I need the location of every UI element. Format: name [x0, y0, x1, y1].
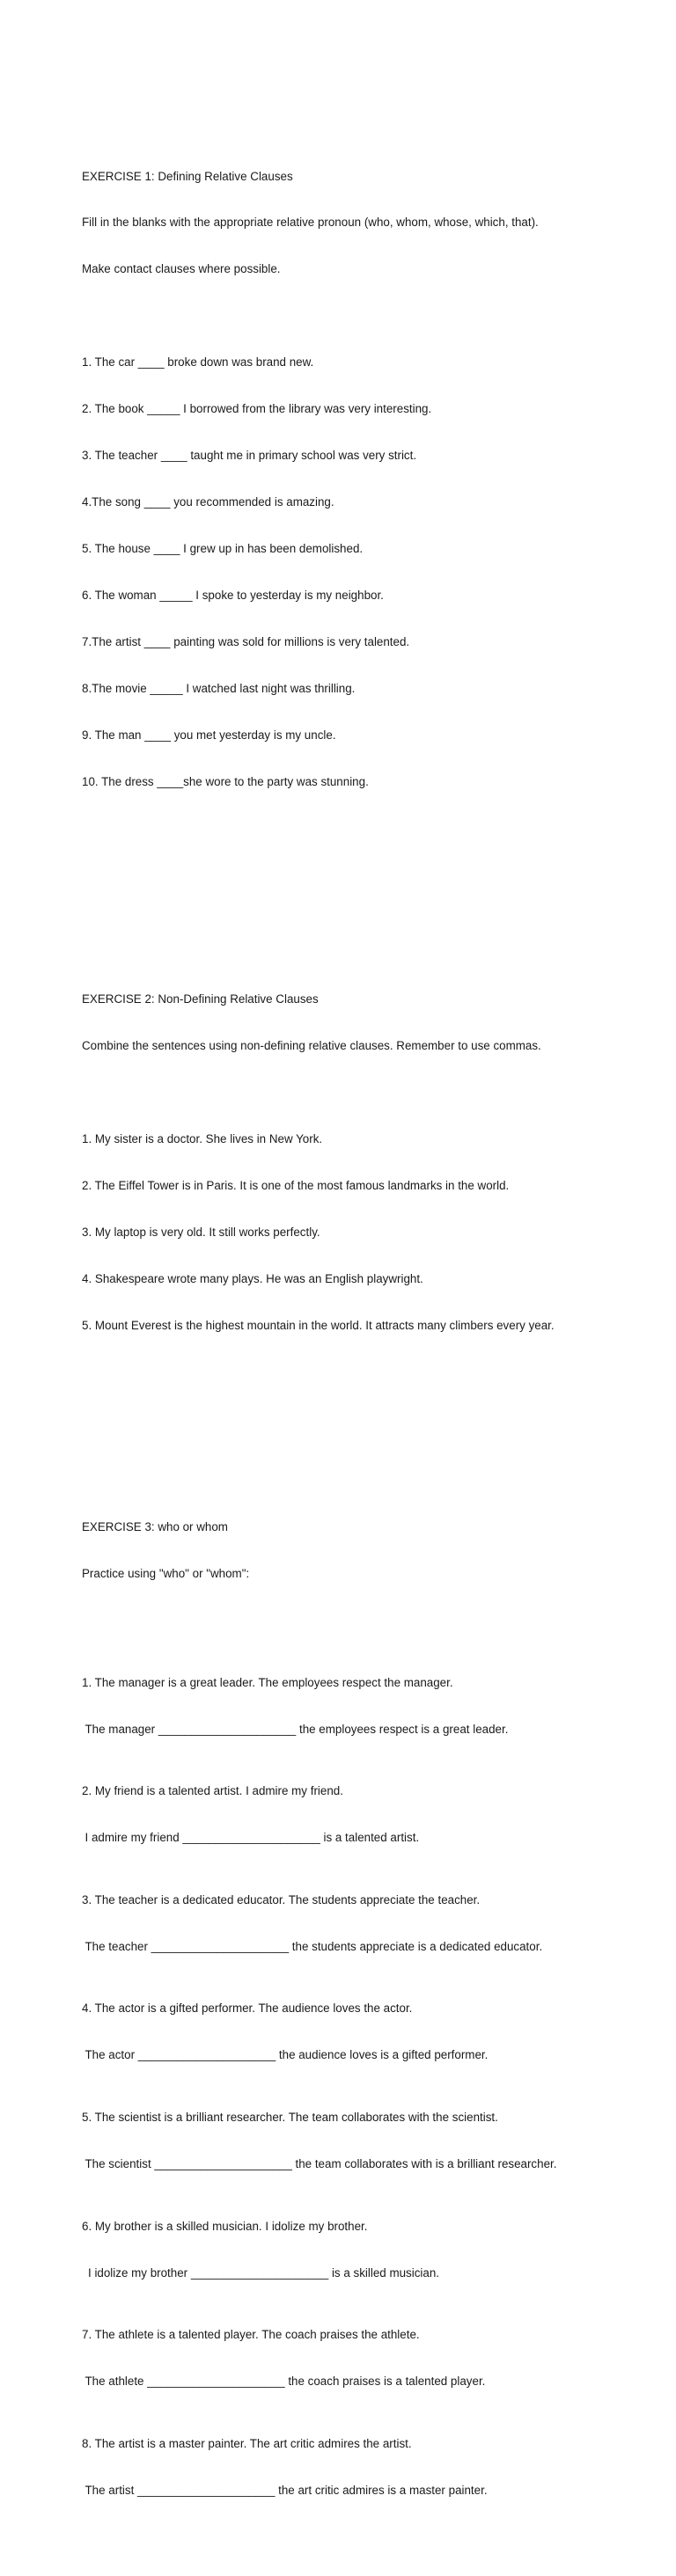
exercise-1-instruction-line-2: Make contact clauses where possible.: [82, 262, 281, 276]
exercise-1-section: [82, 137, 663, 821]
exercise-1-item: 8.The movie _____ I watched last night was thrilling.: [82, 682, 356, 696]
exercise-2-item: 5. Mount Everest is the highest mountain in the world. It attracts many climbers every year.: [82, 1318, 555, 1332]
exercise-1-item: 10. The dress ____she wore to the party was stunning.: [82, 774, 369, 788]
exercise-1-item: 3. The teacher ____ taught me in primary school was very strict.: [82, 449, 417, 463]
exercise-3-answer-line: The actor _____________________ the audience loves is a gifted performer.: [84, 2048, 489, 2062]
worksheet-content: [82, 76, 663, 2576]
exercise-3-prompt: 8. The artist is a master painter. The art critic admires the artist.: [82, 2436, 412, 2450]
exercise-1-title: EXERCISE 1: Defining Relative Clauses: [82, 169, 293, 183]
exercise-1-item: 4.The song ____ you recommended is amazing.: [82, 495, 334, 509]
exercise-3-prompt: 6. My brother is a skilled musician. I idolize my brother.: [82, 2219, 368, 2233]
exercise-1-item: 2. The book _____ I borrowed from the library was very interesting.: [82, 402, 432, 416]
exercise-3-prompt: 7. The athlete is a talented player. The coach praises the athlete.: [82, 2328, 420, 2342]
exercise-3-answer-line: I idolize my brother _____________________ is a skilled musician.: [88, 2265, 439, 2280]
exercise-2-item: 1. My sister is a doctor. She lives in New York.: [82, 1131, 323, 1145]
exercise-3-answer-line: The teacher _____________________ the students appreciate is a dedicated educator.: [84, 1939, 543, 1953]
exercise-2-item: 2. The Eiffel Tower is in Paris. It is one of the most famous landmarks in the world.: [82, 1178, 510, 1192]
exercise-3-prompt: 3. The teacher is a dedicated educator. The students appreciate the teacher.: [82, 1892, 481, 1906]
exercise-3-answer-line: The athlete _____________________ the coach praises is a talented player.: [84, 2375, 486, 2389]
exercise-1-item: 5. The house ____ I grew up in has been demolished.: [82, 542, 364, 556]
exercise-2-instruction: Combine the sentences using non-defining relative clauses. Remember to use commas.: [82, 1039, 541, 1053]
exercise-3-answer-line: The manager _____________________ the employees respect is a great leader.: [84, 1722, 509, 1736]
exercise-2-section: [82, 961, 663, 1365]
exercise-3-prompt: 4. The actor is a gifted performer. The audience loves the actor.: [82, 2002, 413, 2016]
exercise-3-prompt: 5. The scientist is a brilliant researcher. The team collaborates with the scientist.: [82, 2111, 498, 2125]
exercise-2-item: 3. My laptop is very old. It still works perfectly.: [82, 1225, 320, 1239]
exercise-1-item: 1. The car ____ broke down was brand new.: [82, 355, 314, 370]
exercise-3-answer-line: I admire my friend _____________________ is a talented artist.: [84, 1831, 420, 1845]
exercise-3-answer-line: The artist _____________________ the art critic admires is a master painter.: [84, 2483, 488, 2497]
exercise-3-title: EXERCISE 3: who or whom: [82, 1520, 228, 1534]
exercise-1-item: 6. The woman _____ I spoke to yesterday is my neighbor.: [82, 589, 384, 603]
exercise-1-item: 7.The artist ____ painting was sold for millions is very talented.: [82, 635, 410, 649]
exercise-3-section: [82, 1489, 663, 2529]
exercise-3-prompt: 1. The manager is a great leader. The employees respect the manager.: [82, 1675, 453, 1689]
exercise-1-instruction-line-1: Fill in the blanks with the appropriate relative pronoun (who, whom, whose, which, that).: [82, 216, 539, 230]
exercise-1-item: 9. The man ____ you met yesterday is my uncle.: [82, 728, 336, 742]
exercise-3-answer-line: The scientist _____________________ the team collaborates with is a brilliant researcher.: [84, 2156, 557, 2170]
exercise-3-instruction: Practice using "who" or "whom":: [82, 1567, 250, 1581]
exercise-2-title: EXERCISE 2: Non-Defining Relative Clauses: [82, 992, 319, 1006]
exercise-3-prompt: 2. My friend is a talented artist. I admire my friend.: [82, 1784, 343, 1798]
exercise-2-item: 4. Shakespeare wrote many plays. He was an English playwright.: [82, 1271, 423, 1285]
